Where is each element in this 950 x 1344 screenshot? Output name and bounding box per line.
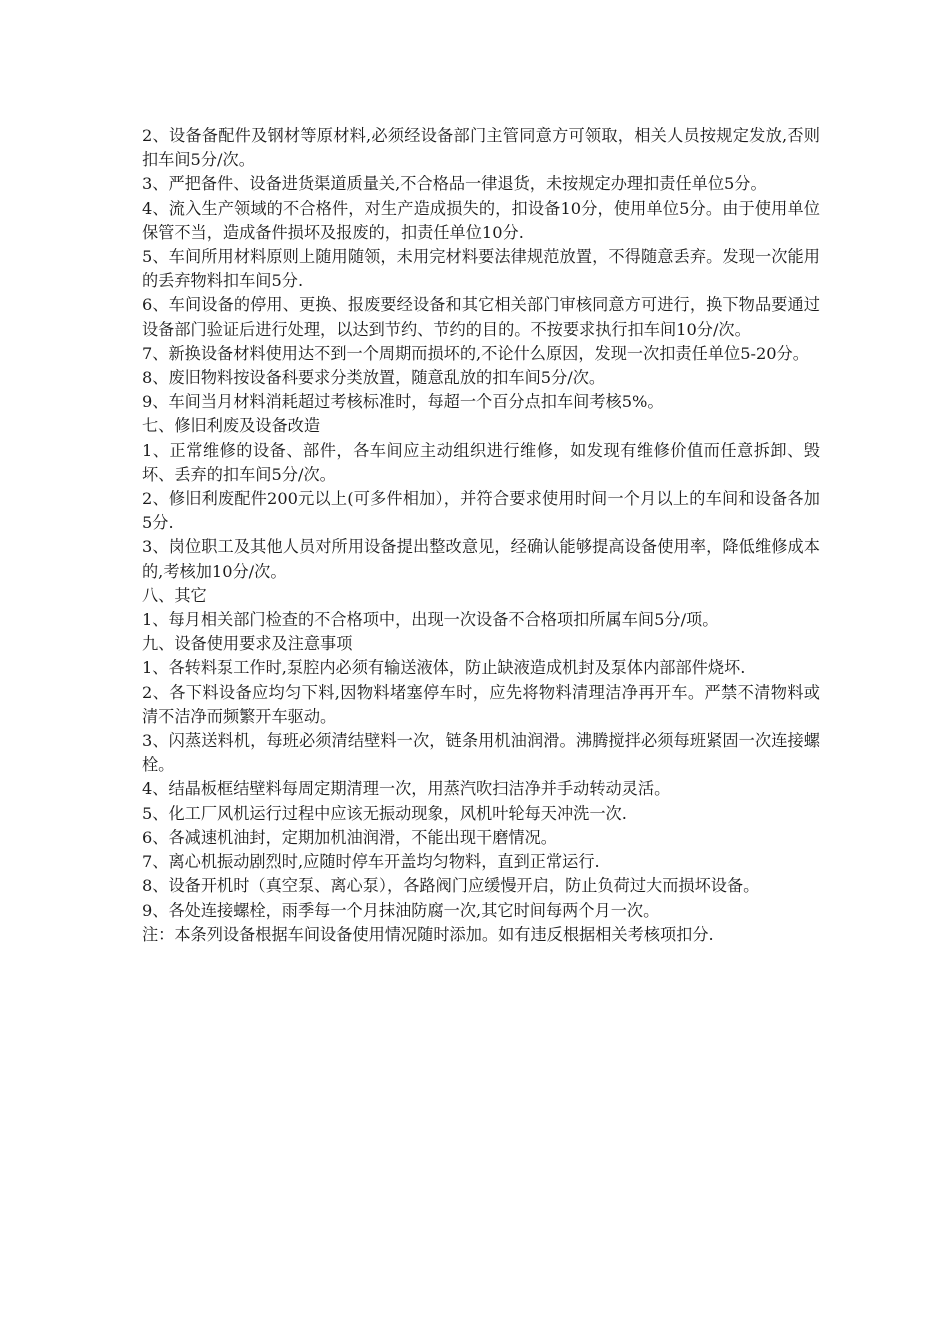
paragraph: 1、各转料泵工作时,泵腔内必须有输送液体，防止缺液造成机封及泵体内部部件烧坏. (142, 658, 746, 678)
paragraph: 1、正常维修的设备、部件，各车间应主动组织进行维修，如发现有维修价值而任意拆卸、毁坏、丢弃的扣车间5分/次。 (142, 440, 820, 484)
paragraph: 6、各减速机油封，定期加机油润滑，不能出现干磨情况。 (142, 827, 557, 847)
paragraph: 7、离心机振动剧烈时,应随时停车开盖均匀物料，直到正常运行. (142, 852, 600, 872)
section-heading: 九、设备使用要求及注意事项 (142, 634, 353, 654)
paragraph: 8、设备开机时（真空泵、离心泵），各路阀门应缓慢开启，防止负荷过大而损坏设备。 (142, 876, 760, 896)
paragraph: 7、新换设备材料使用达不到一个周期而损坏的,不论什么原因，发现一次扣责任单位5-20分。 (142, 343, 809, 363)
paragraph: 5、车间所用材料原则上随用随领，未用完材料要法律规范放置，不得随意丢弃。发现一次能用的丢弃物料扣车间5分. (142, 247, 820, 291)
paragraph: 2、设备备配件及钢材等原材料,必须经设备部门主管同意方可领取，相关人员按规定发放,否则扣车间5分/次。 (142, 126, 820, 170)
paragraph: 9、各处连接螺栓，雨季每一个月抹油防腐一次,其它时间每两个月一次。 (142, 900, 660, 920)
paragraph: 8、废旧物料按设备科要求分类放置，随意乱放的扣车间5分/次。 (142, 368, 606, 388)
paragraph: 3、岗位职工及其他人员对所用设备提出整改意见，经确认能够提高设备使用率，降低维修成本的,考核加10分/次。 (142, 537, 820, 581)
section-heading: 八、其它 (142, 585, 207, 605)
paragraph: 6、车间设备的停用、更换、报废要经设备和其它相关部门审核同意方可进行，换下物品要通过设备部门验证后进行处理，以达到节约、节约的目的。不按要求执行扣车间10分/次。 (142, 295, 820, 339)
note: 注：本条列设备根据车间设备使用情况随时添加。如有违反根据相关考核项扣分. (142, 924, 714, 944)
paragraph: 1、每月相关部门检查的不合格项中，出现一次设备不合格项扣所属车间5分/项。 (142, 610, 719, 630)
paragraph: 4、流入生产领域的不合格件，对生产造成损失的，扣设备10分，使用单位5分。由于使用单位保管不当，造成备件损坏及报废的，扣责任单位10分. (142, 198, 820, 242)
section-heading: 七、修旧利废及设备改造 (142, 416, 321, 436)
paragraph: 2、修旧利废配件200元以上(可多件相加），并符合要求使用时间一个月以上的车间和设备各加5分. (142, 489, 820, 533)
paragraph: 2、各下料设备应均匀下料,因物料堵塞停车时，应先将物料清理洁净再开车。严禁不清物料或清不洁净而频繁开车驱动。 (142, 682, 820, 726)
paragraph: 5、化工厂风机运行过程中应该无振动现象，风机叶轮每天冲洗一次. (142, 803, 627, 823)
paragraph: 4、结晶板框结壁料每周定期清理一次，用蒸汽吹扫洁净并手动转动灵活。 (142, 779, 671, 799)
paragraph: 9、车间当月材料消耗超过考核标准时，每超一个百分点扣车间考核5%。 (142, 392, 664, 412)
paragraph: 3、闪蒸送料机，每班必须清结壁料一次，链条用机油润滑。沸腾搅拌必须每班紧固一次连接螺栓。 (142, 731, 820, 775)
paragraph: 3、严把备件、设备进货渠道质量关,不合格品一律退货，未按规定办理扣责任单位5分。 (142, 174, 767, 194)
document-body (142, 124, 820, 947)
